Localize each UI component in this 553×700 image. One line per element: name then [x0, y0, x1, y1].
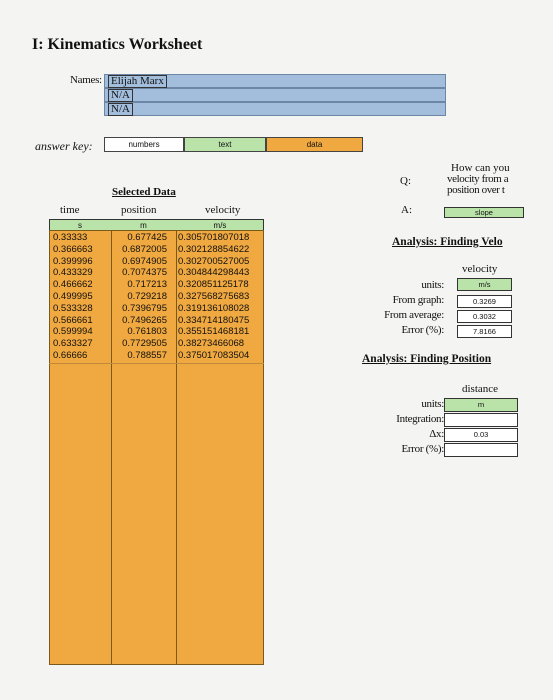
position-cell[interactable]: 0.7074375 [122, 267, 167, 279]
time-cell[interactable]: 0.399996 [53, 255, 93, 267]
velocity-units: m/s [213, 221, 227, 230]
answer-key-label: answer key: [35, 139, 93, 153]
velocity-cell[interactable]: 0.38273466068 [178, 338, 245, 350]
velocity-column-header: velocity [462, 263, 498, 275]
velocity-cell[interactable]: 0.334714180475 [178, 314, 250, 326]
time-cell[interactable]: 0.433329 [53, 267, 93, 279]
table-row [49, 326, 264, 337]
velocity-error-label: Error (%): [401, 324, 444, 336]
answer-key-data: data [266, 137, 363, 152]
table-row [49, 303, 264, 314]
table-row [49, 244, 264, 255]
from-average-label: From average: [384, 309, 444, 321]
position-error-value[interactable] [444, 443, 518, 457]
table-row [49, 350, 264, 361]
name-2-value: N/A [108, 89, 133, 102]
velocity-cell[interactable]: 0.302700527005 [178, 255, 250, 267]
velocity-cell[interactable]: 0.319136108028 [178, 302, 250, 314]
from-average-value[interactable]: 0.3032 [457, 310, 512, 323]
from-graph-value[interactable]: 0.3269 [457, 295, 512, 308]
table-row [49, 279, 264, 290]
distance-column-header: distance [462, 383, 499, 395]
name-cell-3[interactable] [104, 102, 446, 116]
position-cell[interactable]: 0.677425 [127, 232, 167, 243]
position-error-label: Error (%): [401, 443, 444, 455]
distance-units-value[interactable]: m [444, 398, 518, 412]
time-cell[interactable]: 0.566661 [53, 314, 93, 326]
time-header: time [60, 204, 80, 216]
name-3-value: N/A [108, 103, 133, 116]
velocity-error-value[interactable]: 7.8166 [457, 325, 512, 338]
answer-key-numbers: numbers [104, 137, 184, 152]
time-cell[interactable]: 0.499995 [53, 291, 93, 302]
names-label: Names: [70, 74, 102, 86]
time-cell[interactable]: 0.33333 [53, 232, 88, 243]
time-units: s [78, 221, 82, 230]
time-cell[interactable]: 0.633327 [53, 338, 93, 350]
time-cell[interactable]: 0.533328 [53, 302, 93, 314]
velocity-cell[interactable]: 0.355151468181 [178, 326, 250, 338]
time-cell[interactable]: 0.466662 [53, 279, 93, 291]
position-cell[interactable]: 0.761803 [127, 326, 167, 338]
question-line-1: How can you [451, 162, 510, 174]
table-row [49, 291, 264, 302]
time-cell[interactable]: 0.66666 [53, 350, 88, 361]
from-graph-label: From graph: [392, 294, 444, 306]
name-cell-1[interactable] [104, 74, 446, 88]
position-cell[interactable]: 0.788557 [127, 350, 167, 361]
table-row [49, 338, 264, 349]
table-row [49, 267, 264, 278]
position-header: position [121, 204, 157, 216]
position-cell[interactable]: 0.7729505 [122, 338, 167, 350]
dx-label: Δx: [429, 428, 444, 440]
position-cell[interactable]: 0.7396795 [122, 302, 167, 314]
answer-key-text: text [184, 137, 266, 152]
time-cell[interactable]: 0.599994 [53, 326, 93, 338]
table-row [49, 256, 264, 267]
distance-units-label: units: [421, 398, 444, 410]
velocity-cell[interactable]: 0.304844298443 [178, 267, 250, 279]
velocity-cell[interactable]: 0.320851125178 [178, 279, 249, 291]
position-analysis-title: Analysis: Finding Position [362, 353, 492, 365]
velocity-units-label: units: [421, 279, 444, 291]
name-1-value: Elijah Marx [108, 75, 167, 88]
position-cell[interactable]: 0.729218 [127, 291, 167, 302]
velocity-cell[interactable]: 0.302128854622 [178, 243, 250, 255]
velocity-analysis-title: Analysis: Finding Velo [392, 236, 503, 248]
answer-slope-cell[interactable]: slope [444, 207, 524, 218]
answer-label: A: [401, 204, 412, 216]
velocity-units-value[interactable]: m/s [457, 278, 512, 291]
table-row [49, 315, 264, 326]
table-row [49, 232, 264, 243]
name-cell-2[interactable] [104, 88, 446, 102]
question-label: Q: [400, 175, 411, 187]
integration-value[interactable] [444, 413, 518, 427]
velocity-header: velocity [205, 204, 241, 216]
position-cell[interactable]: 0.6974905 [122, 255, 167, 267]
question-line-3: position over t [447, 184, 505, 196]
worksheet-title: I: Kinematics Worksheet [32, 36, 203, 53]
question-line-2: velocity from a [447, 173, 509, 185]
position-units: m [140, 221, 147, 230]
dx-value[interactable]: 0.03 [444, 428, 518, 442]
data-end-line [49, 363, 264, 364]
position-cell[interactable]: 0.6872005 [122, 243, 167, 255]
selected-data-title: Selected Data [112, 186, 176, 198]
velocity-cell[interactable]: 0.375017083504 [178, 350, 250, 361]
position-cell[interactable]: 0.7496265 [122, 314, 167, 326]
velocity-cell[interactable]: 0.305701807018 [178, 232, 250, 243]
position-cell[interactable]: 0.717213 [127, 279, 167, 291]
velocity-cell[interactable]: 0.327568275683 [178, 291, 250, 302]
integration-label: Integration: [396, 413, 444, 425]
time-cell[interactable]: 0.366663 [53, 243, 93, 255]
